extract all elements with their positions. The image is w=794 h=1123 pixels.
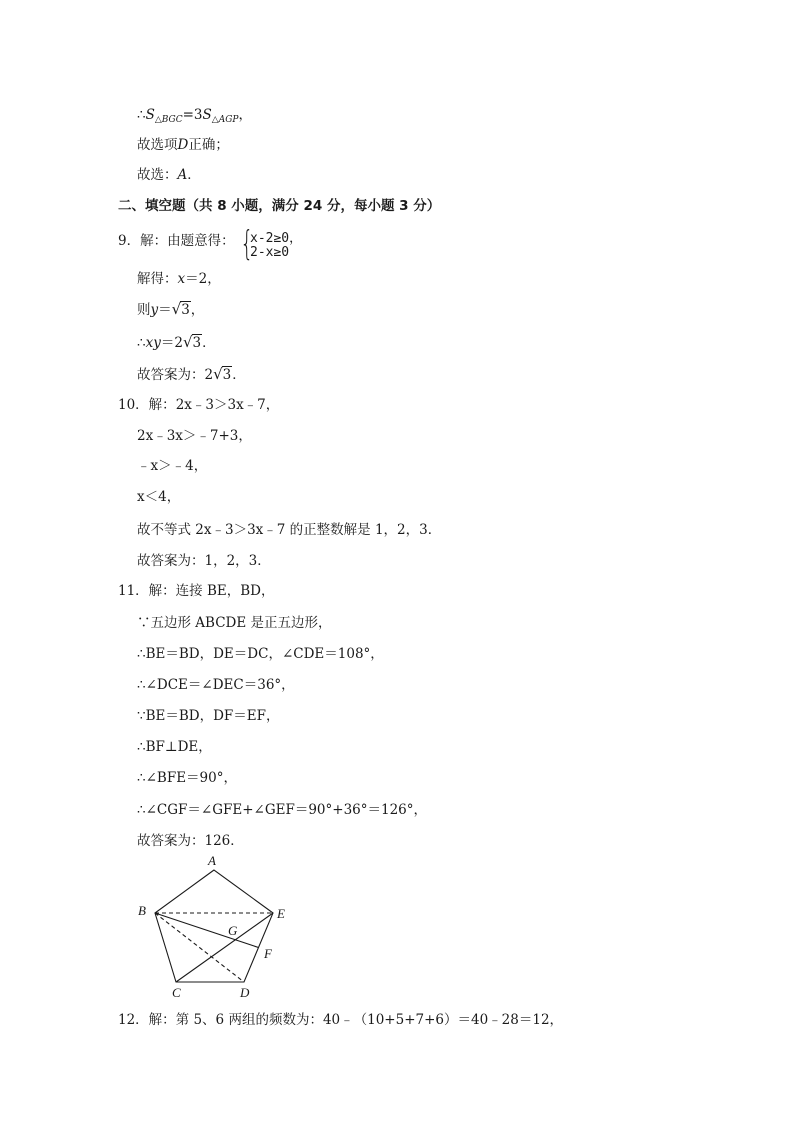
q11-line-3: ∴BE＝BD，DE＝DC，∠CDE＝108°， bbox=[137, 646, 384, 662]
label-a: A bbox=[208, 853, 216, 868]
q9-line-4: ∴xy＝2√3． bbox=[137, 333, 216, 351]
label-d: D bbox=[240, 985, 250, 1000]
label-g: G bbox=[228, 923, 238, 938]
q8-line-2: 故选项D正确； bbox=[137, 137, 229, 153]
q10-line-3: ﹣x＞﹣4， bbox=[137, 458, 208, 474]
pentagon-figure bbox=[130, 850, 290, 1002]
segment-bf bbox=[155, 913, 259, 948]
q11-line-6: ∴BF⊥DE， bbox=[137, 739, 212, 755]
label-c: C bbox=[172, 985, 181, 1000]
sqrt-icon: √3 bbox=[182, 333, 202, 351]
q10-line-5: 故不等式 2x﹣3＞3x﹣7 的正整数解是 1，2，3． bbox=[137, 522, 442, 538]
q11-line-9: 故答案为：126． bbox=[137, 833, 244, 849]
sqrt-icon: √3 bbox=[213, 365, 232, 383]
q10-line-2: 2x﹣3x＞﹣7+3， bbox=[137, 428, 252, 444]
q11-line-2: ∵五边形 ABCDE 是正五边形， bbox=[137, 615, 332, 631]
brace-icon: { bbox=[240, 224, 254, 264]
section-heading: 二、填空题（共 8 小题，满分 24 分，每小题 3 分） bbox=[118, 198, 441, 214]
q9-line-2: 解得：x＝2， bbox=[137, 271, 221, 287]
q11-line-7: ∴∠BFE＝90°， bbox=[137, 770, 237, 786]
q11-line-4: ∴∠DCE＝∠DEC＝36°， bbox=[137, 677, 295, 693]
q11-line-1: 11．解：连接 BE，BD， bbox=[118, 583, 275, 599]
q9-line-1: 9．解：由题意得： bbox=[118, 233, 235, 249]
q8-line-3: 故选：A． bbox=[137, 167, 201, 183]
label-e: E bbox=[277, 906, 285, 921]
q10-line-6: 故答案为：1，2，3． bbox=[137, 553, 271, 569]
q9-line-3: 则y＝√3， bbox=[137, 300, 205, 318]
sqrt-icon: √3 bbox=[171, 300, 190, 318]
q11-line-8: ∴∠CGF＝∠GFE+∠GEF＝90°+36°＝126°， bbox=[137, 802, 428, 818]
q8-line-1: $\therefore S_{\triangle BGC}=3S_{\triangle AGP}$， bbox=[137, 107, 252, 125]
q10-line-1: 10．解：2x﹣3＞3x﹣7， bbox=[118, 397, 280, 413]
q12-line-1: 12．解：第 5、6 两组的频数为：40﹣（10+5+7+6）＝40﹣28＝12， bbox=[118, 1012, 564, 1028]
q11-line-5: ∵BE＝BD，DF＝EF， bbox=[137, 708, 280, 724]
q10-line-4: x＜4， bbox=[137, 489, 181, 505]
label-b: B bbox=[138, 903, 146, 918]
label-f: F bbox=[264, 946, 272, 961]
q9-line-5: 故答案为：2√3． bbox=[137, 365, 246, 383]
